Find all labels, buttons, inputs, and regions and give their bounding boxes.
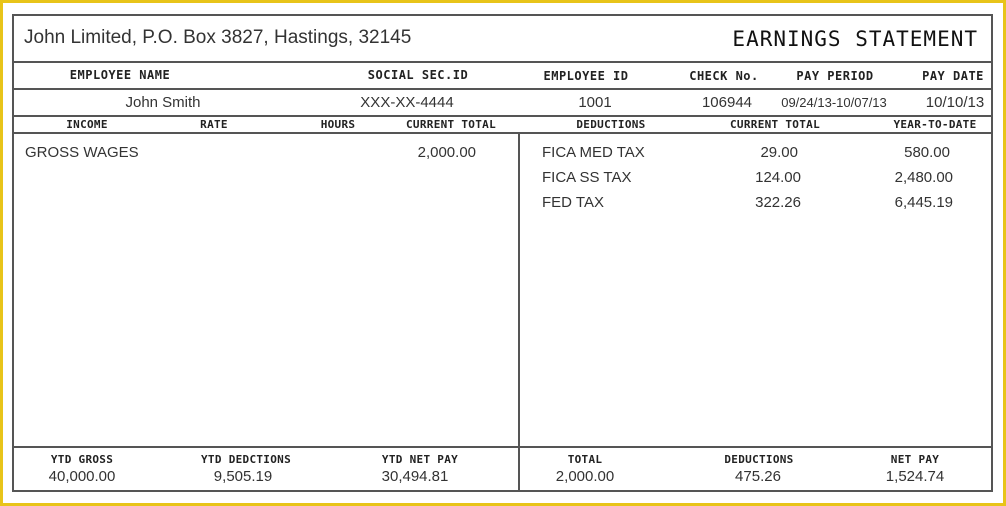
deduction-row-current-total: 29.00 (760, 144, 798, 161)
ytd-gross-value: 40,000.00 (48, 468, 116, 485)
deduction-row-name: FICA MED TAX (542, 144, 645, 161)
label-employee-name: EMPLOYEE NAME (69, 68, 171, 82)
column-divider (518, 132, 520, 490)
label-deductions: DEDUCTIONS (576, 118, 646, 131)
label-check-no: CHECK No. (689, 69, 759, 83)
ytd-net-pay-value: 30,494.81 (381, 468, 449, 485)
label-ytd-gross: YTD GROSS (50, 453, 114, 466)
label-employee-id: EMPLOYEE ID (543, 69, 629, 83)
label-summary-deductions: DEDUCTIONS (724, 453, 794, 466)
divider-title (12, 61, 993, 63)
divider-header-labels (12, 88, 993, 90)
net-pay-value: 1,524.74 (885, 468, 945, 485)
company-address: John Limited, P.O. Box 3827, Hastings, 32145 (24, 27, 412, 48)
deduction-row-current-total: 322.26 (755, 194, 801, 211)
label-hours: HOURS (320, 118, 356, 131)
divider-header-values (12, 115, 993, 117)
label-income: INCOME (66, 118, 108, 131)
ytd-deductions-value: 9,505.19 (213, 468, 273, 485)
pay-date: 10/10/13 (925, 94, 985, 111)
label-ytd-deductions: YTD DEDCTIONS (201, 453, 291, 466)
employee-ssn: XXX-XX-4444 (360, 94, 454, 111)
deduction-row-current-total: 124.00 (755, 169, 801, 186)
deduction-row-name: FICA SS TAX (542, 169, 632, 186)
label-current-total-deductions: CURRENT TOTAL (730, 118, 820, 131)
divider-column-labels (12, 132, 993, 134)
deduction-row-ytd: 2,480.00 (894, 169, 953, 186)
label-pay-period: PAY PERIOD (796, 69, 874, 83)
income-row-current-total: 2,000.00 (417, 144, 476, 161)
label-pay-date: PAY DATE (922, 69, 984, 83)
employee-name: John Smith (125, 94, 201, 111)
label-ytd-net-pay: YTD NET PAY (381, 453, 459, 466)
employee-id: 1001 (578, 94, 612, 111)
label-current-total-income: CURRENT TOTAL (406, 118, 496, 131)
label-social-sec-id: SOCIAL SEC.ID (367, 68, 469, 82)
deduction-row-name: FED TAX (542, 194, 604, 211)
deduction-row-ytd: 580.00 (904, 144, 950, 161)
income-row-name: GROSS WAGES (25, 144, 139, 161)
deduction-row-ytd: 6,445.19 (894, 194, 953, 211)
label-net-pay: NET PAY (890, 453, 940, 466)
pay-period: 09/24/13-10/07/13 (781, 95, 887, 110)
statement-border (12, 14, 993, 492)
check-number: 106944 (701, 94, 753, 111)
label-total: TOTAL (567, 453, 603, 466)
divider-summary (12, 446, 993, 448)
total-value: 2,000.00 (555, 468, 615, 485)
label-rate: RATE (200, 118, 228, 131)
label-year-to-date: YEAR-TO-DATE (893, 118, 977, 131)
deductions-value: 475.26 (735, 468, 781, 485)
page-title: EARNINGS STATEMENT (732, 27, 978, 51)
